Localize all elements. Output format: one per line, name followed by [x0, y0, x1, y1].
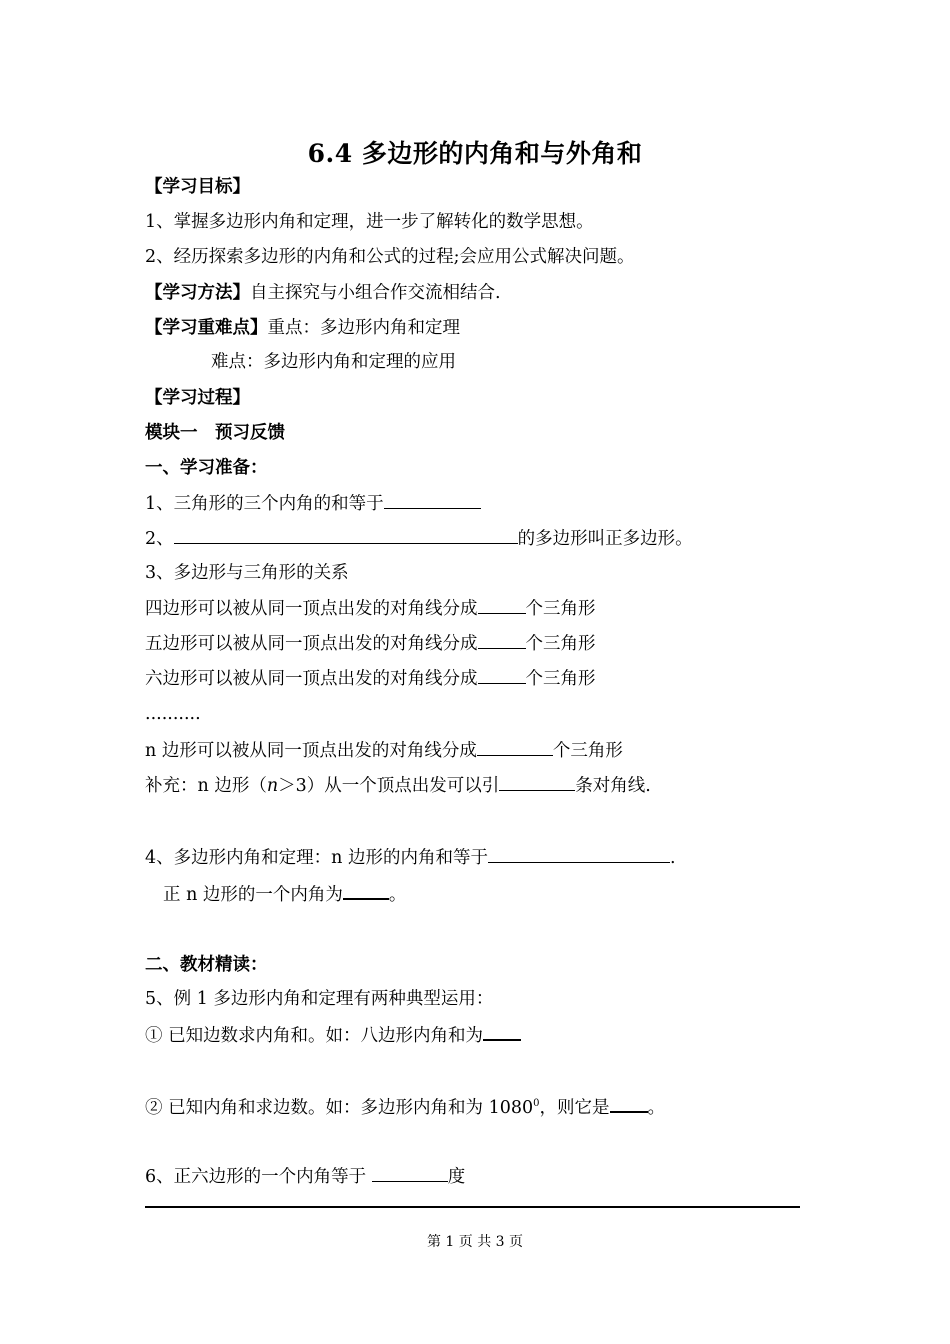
question-6: [145, 1164, 465, 1189]
question-4-text: 4、多边形内角和定理：n 边形的内角和等于: [145, 848, 488, 868]
hexagon-text: 六边形可以被从同一顶点出发的对角线分成: [145, 669, 478, 689]
quadrilateral-suffix: 个三角形: [525, 599, 596, 619]
answer-blank-penta[interactable]: [478, 631, 526, 649]
question-6-suffix: 度: [447, 1167, 466, 1187]
supplement-suffix: 条对角线.: [575, 776, 651, 796]
quadrilateral-text: 四边形可以被从同一顶点出发的对角线分成: [145, 599, 478, 619]
supplement-condition: ＞3）从一个顶点出发可以引: [278, 776, 500, 796]
supplement-line: [145, 773, 651, 798]
goal-2: 2、经历探索多边形的内角和公式的过程;会应用公式解决问题。: [145, 247, 635, 267]
question-3: 3、多边形与三角形的关系: [145, 563, 349, 583]
question-2-number: 2、: [145, 529, 174, 549]
quadrilateral-line: [145, 596, 596, 621]
hexagon-suffix: 个三角形: [525, 669, 596, 689]
method-text: 自主探究与小组合作交流相结合.: [250, 283, 501, 303]
module-1-heading: 模块一 预习反馈: [145, 423, 285, 443]
section-2-heading: 二、教材精读：: [145, 955, 268, 975]
question-4-end: .: [669, 848, 676, 868]
ngon-text: n 边形可以被从同一顶点出发的对角线分成: [145, 741, 477, 761]
answer-blank-2[interactable]: [174, 526, 518, 544]
question-4b-end: 。: [388, 885, 407, 905]
question-5b: [145, 1094, 665, 1120]
answer-blank-sides[interactable]: [610, 1094, 648, 1113]
answer-blank-interior-angle[interactable]: [343, 881, 389, 900]
question-1: [145, 491, 481, 516]
answer-blank-1[interactable]: [384, 491, 481, 509]
degree-superscript: 0: [533, 1098, 540, 1110]
keypoint-line: [145, 316, 460, 340]
keypoint-heading: 【学习重难点】: [145, 318, 268, 338]
pentagon-text: 五边形可以被从同一顶点出发的对角线分成: [145, 634, 478, 654]
supplement-text: 补充：n 边形（: [145, 776, 267, 796]
section-1-heading: 一、学习准备：: [145, 458, 268, 478]
ngon-suffix: 个三角形: [552, 741, 623, 761]
goal-1: 1、掌握多边形内角和定理，进一步了解转化的数学思想。: [145, 212, 594, 232]
keypoint-text: 重点：多边形内角和定理: [267, 318, 460, 338]
question-5a: [145, 1022, 521, 1048]
answer-blank-hexa[interactable]: [478, 666, 526, 684]
question-5b-mid: ，则它是: [539, 1098, 610, 1118]
pentagon-suffix: 个三角形: [525, 634, 596, 654]
question-2: [145, 526, 693, 551]
process-heading: 【学习过程】: [145, 388, 250, 408]
document-title: 6.4 多边形的内角和与外角和: [307, 139, 643, 168]
hexagon-line: [145, 666, 596, 691]
answer-blank-octagon[interactable]: [483, 1022, 521, 1041]
difficulty-text: 难点：多边形内角和定理的应用: [211, 352, 456, 372]
question-1-text: 1、三角形的三个内角的和等于: [145, 494, 384, 514]
supplement-variable: n: [266, 776, 279, 796]
page-footer: 第 1 页 共 3 页: [426, 1234, 524, 1250]
answer-blank-hexagon-angle[interactable]: [372, 1164, 448, 1182]
ngon-line: [145, 738, 623, 763]
ellipsis: ..........: [145, 704, 201, 724]
question-4: [145, 845, 676, 870]
answer-blank-quad[interactable]: [478, 596, 526, 614]
question-5b-text: ② 已知内角和求边数。如：多边形内角和为 1080: [145, 1098, 534, 1118]
method-heading: 【学习方法】: [145, 283, 250, 303]
question-4b-text: 正 n 边形的一个内角为: [163, 885, 343, 905]
pentagon-line: [145, 631, 596, 656]
footer-divider: [145, 1206, 800, 1208]
question-5b-end: 。: [647, 1098, 666, 1118]
question-5a-text: ① 已知边数求内角和。如：八边形内角和为: [145, 1026, 484, 1046]
answer-blank-diagonals[interactable]: [499, 773, 575, 791]
method-line: [145, 281, 501, 305]
question-2-text: 的多边形叫正多边形。: [517, 529, 693, 549]
goals-heading: 【学习目标】: [145, 177, 250, 197]
answer-blank-angle-sum[interactable]: [488, 845, 670, 863]
question-4b: [163, 881, 406, 907]
question-6-text: 6、正六边形的一个内角等于: [145, 1167, 372, 1187]
question-5: 5、例 1 多边形内角和定理有两种典型运用：: [145, 989, 494, 1009]
answer-blank-ngon[interactable]: [477, 738, 553, 756]
